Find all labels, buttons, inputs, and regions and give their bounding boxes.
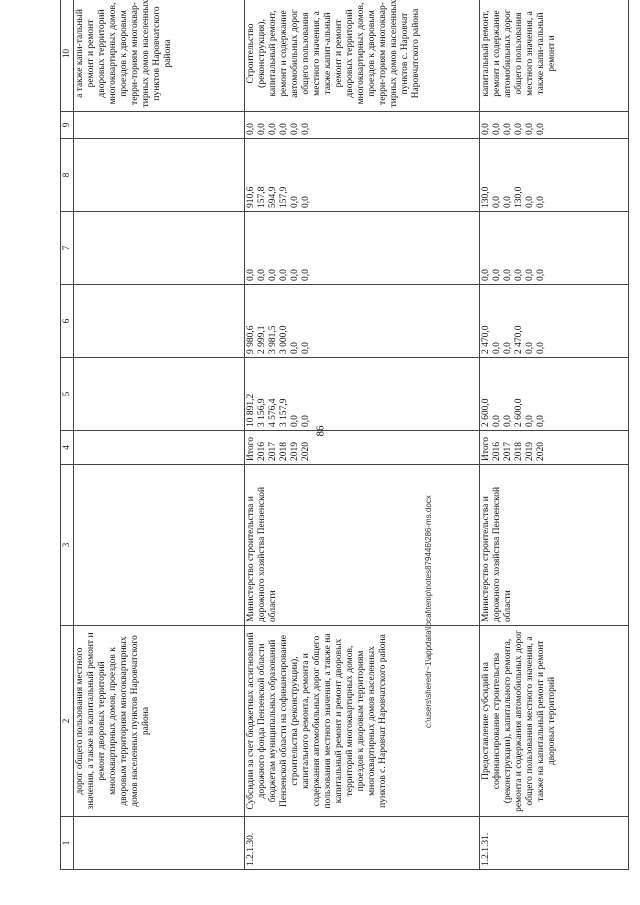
other-funding-value: 0,0 [301,123,311,135]
col-header: 7 [61,212,74,285]
regional-funding-value: 0,0 [492,342,502,354]
table-row [245,0,480,870]
total-funding-value: 0,0 [536,415,546,427]
federal-funding-value: 0,0 [536,269,546,281]
table-row [74,0,245,870]
other-funding-value: 0,0 [525,123,535,135]
municipal-funding-value: 594,9 [268,186,278,208]
item-code [74,817,245,870]
year-cell-value: 2020 [536,442,546,461]
municipal-funding-value: 0,0 [503,196,513,208]
year-cell-value: 2018 [514,442,524,461]
municipal-funding-value: 0,0 [525,196,535,208]
year-cell-value: 2017 [503,442,513,461]
municipal-funding-value: 130,0 [514,186,524,208]
regional-funding [480,285,629,358]
other-funding-value: 0,0 [290,123,300,135]
regional-funding-value: 0,0 [536,342,546,354]
column-number-row [61,0,74,870]
total-funding [480,358,629,431]
regional-funding-value: 0,0 [525,342,535,354]
other-funding-value: 0,0 [514,123,524,135]
federal-funding [480,212,629,285]
regional-funding-value: 2 470,0 [481,325,491,354]
col-header: 9 [61,112,74,139]
executor [74,465,245,626]
total-funding-value: 2 600,0 [481,398,491,427]
item-code: 1.2.1.30. [245,817,480,870]
federal-funding-value: 0,0 [290,269,300,281]
regional-funding-value: 0,0 [503,342,513,354]
total-funding-value: 0,0 [525,415,535,427]
total-funding-value: 3 157,9 [279,398,289,427]
year-cell [74,431,245,465]
municipal-funding-value: 130,0 [481,186,491,208]
regional-funding [74,285,245,358]
municipal-funding-value: 0,0 [492,196,502,208]
col-header: 3 [61,465,74,626]
federal-funding-value: 0,0 [268,269,278,281]
regional-funding-value: 2 470,0 [514,325,524,354]
regional-funding [245,285,480,358]
total-funding-value: 3 156,9 [257,398,267,427]
col-header: 5 [61,358,74,431]
municipal-funding-value: 157,8 [257,186,267,208]
regional-funding-value: 2 999,1 [257,325,267,354]
expected-result: капитальный ремонт, ремонт и содержание автомобильных дорог общего пользования местного значения, а также капи-тальный ремонт и [480,0,629,112]
total-funding-value: 4 576,4 [268,398,278,427]
col-header: 1 [61,817,74,870]
regional-funding-value: 3 000,0 [279,325,289,354]
other-funding-value: 0,0 [492,123,502,135]
document-path: c:\users\sheredr~1\appdata\local\temp\notes879446\286-ms.docx [424,495,433,728]
municipal-funding [245,139,480,212]
table-row [480,0,629,870]
expected-result: Строительство (реконструкция), капитальный ремонт, ремонт и содержание автомобильных дорог общего пользования местного значения, а также капит-альный ремонт и ремонт дворовых территорий многоквартирных домов, проездов к дворовым терри-ториям многоквар-тирных домов населенных пунктов с. Наровчат Наровчатского района [245,0,480,112]
total-funding-value: 10 891,2 [246,393,256,427]
municipal-funding-value: 0,0 [290,196,300,208]
other-funding [245,112,480,139]
year-cell-value: Итого [481,436,491,461]
year-cell-value: 2016 [257,442,267,461]
expected-result: а также капи-тальный ремонт и ремонт дворовых территорий многоквартирных домов, проездов к дворовым терри-ториям многоквар-тирных домов населенных пунктов Наровчатского района [74,0,245,112]
year-cell [480,431,629,465]
municipal-funding-value: 0,0 [301,196,311,208]
year-cell-value: 2019 [525,442,535,461]
federal-funding-value: 0,0 [525,269,535,281]
col-header: 8 [61,139,74,212]
total-funding-value: 0,0 [301,415,311,427]
year-cell-value: 2020 [301,442,311,461]
total-funding-value: 0,0 [503,415,513,427]
item-code: 1.2.1.31. [480,817,629,870]
federal-funding [245,212,480,285]
year-cell [245,431,480,465]
other-funding-value: 0,0 [246,123,256,135]
other-funding [74,112,245,139]
year-cell-value: 2018 [279,442,289,461]
year-cell-value: Итого [246,436,256,461]
total-funding-value: 2 600,0 [514,398,524,427]
col-header: 4 [61,431,74,465]
total-funding-value: 0,0 [290,415,300,427]
other-funding-value: 0,0 [279,123,289,135]
federal-funding-value: 0,0 [279,269,289,281]
col-header: 6 [61,285,74,358]
col-header: 2 [61,626,74,817]
municipal-funding-value: 0,0 [536,196,546,208]
program-table [60,0,629,870]
other-funding-value: 0,0 [503,123,513,135]
other-funding-value: 0,0 [536,123,546,135]
col-header: 10 [61,0,74,112]
program-table-sheet [60,0,620,870]
total-funding-value: 0,0 [492,415,502,427]
federal-funding-value: 0,0 [481,269,491,281]
federal-funding-value: 0,0 [301,269,311,281]
year-cell-value: 2016 [492,442,502,461]
municipal-funding [480,139,629,212]
municipal-funding-value: 157,9 [279,186,289,208]
other-funding-value: 0,0 [268,123,278,135]
total-funding [245,358,480,431]
regional-funding-value: 0,0 [301,342,311,354]
page-number: 86 [314,425,327,437]
measure-name: Предоставление субсидий на софинансирование строительства (реконструкции), капитального ремонта, ремонта и содержания автомобильных дорог общего пользования местного значения, а также на капитальный ремонт и ремонт дворовых территорий [480,626,629,817]
federal-funding-value: 0,0 [503,269,513,281]
measure-name: дорог общего пользования местного значения, а также на капитальный ремонт и ремонт дворовых территорий многоквартирных домов, проездов к дворовым территориям многоквартирных домов населенных пунктов Наровчатского района [74,626,245,817]
other-funding-value: 0,0 [257,123,267,135]
other-funding [480,112,629,139]
regional-funding-value: 9 980,6 [246,325,256,354]
regional-funding-value: 3 981,5 [268,325,278,354]
municipal-funding-value: 910,6 [246,186,256,208]
year-cell-value: 2019 [290,442,300,461]
federal-funding [74,212,245,285]
federal-funding-value: 0,0 [514,269,524,281]
federal-funding-value: 0,0 [246,269,256,281]
federal-funding-value: 0,0 [492,269,502,281]
federal-funding-value: 0,0 [257,269,267,281]
other-funding-value: 0,0 [481,123,491,135]
executor: Министерство строительства и дорожного хозяйства Пензенской области [480,465,629,626]
executor: Министерство строительства и дорожного хозяйства Пензенской области [245,465,480,626]
measure-name: Субсидии за счет бюджетных ассигнований дорожного фонда Пензенской области бюджетам муниципальных образований Пензенской области на софинансирование строительства (реконструкции), капитального ремонта, ремонта и содержания автомобильных дорог общего пользования местного значения, а также на капитальный ремонт и ремонт дворовых территорий многоквартирных домов, проездов к дворовым территориям многоквартирных домов населенных пунктов с. Наровчат Наровчатского района [245,626,480,817]
municipal-funding [74,139,245,212]
total-funding [74,358,245,431]
regional-funding-value: 0,0 [290,342,300,354]
year-cell-value: 2017 [268,442,278,461]
